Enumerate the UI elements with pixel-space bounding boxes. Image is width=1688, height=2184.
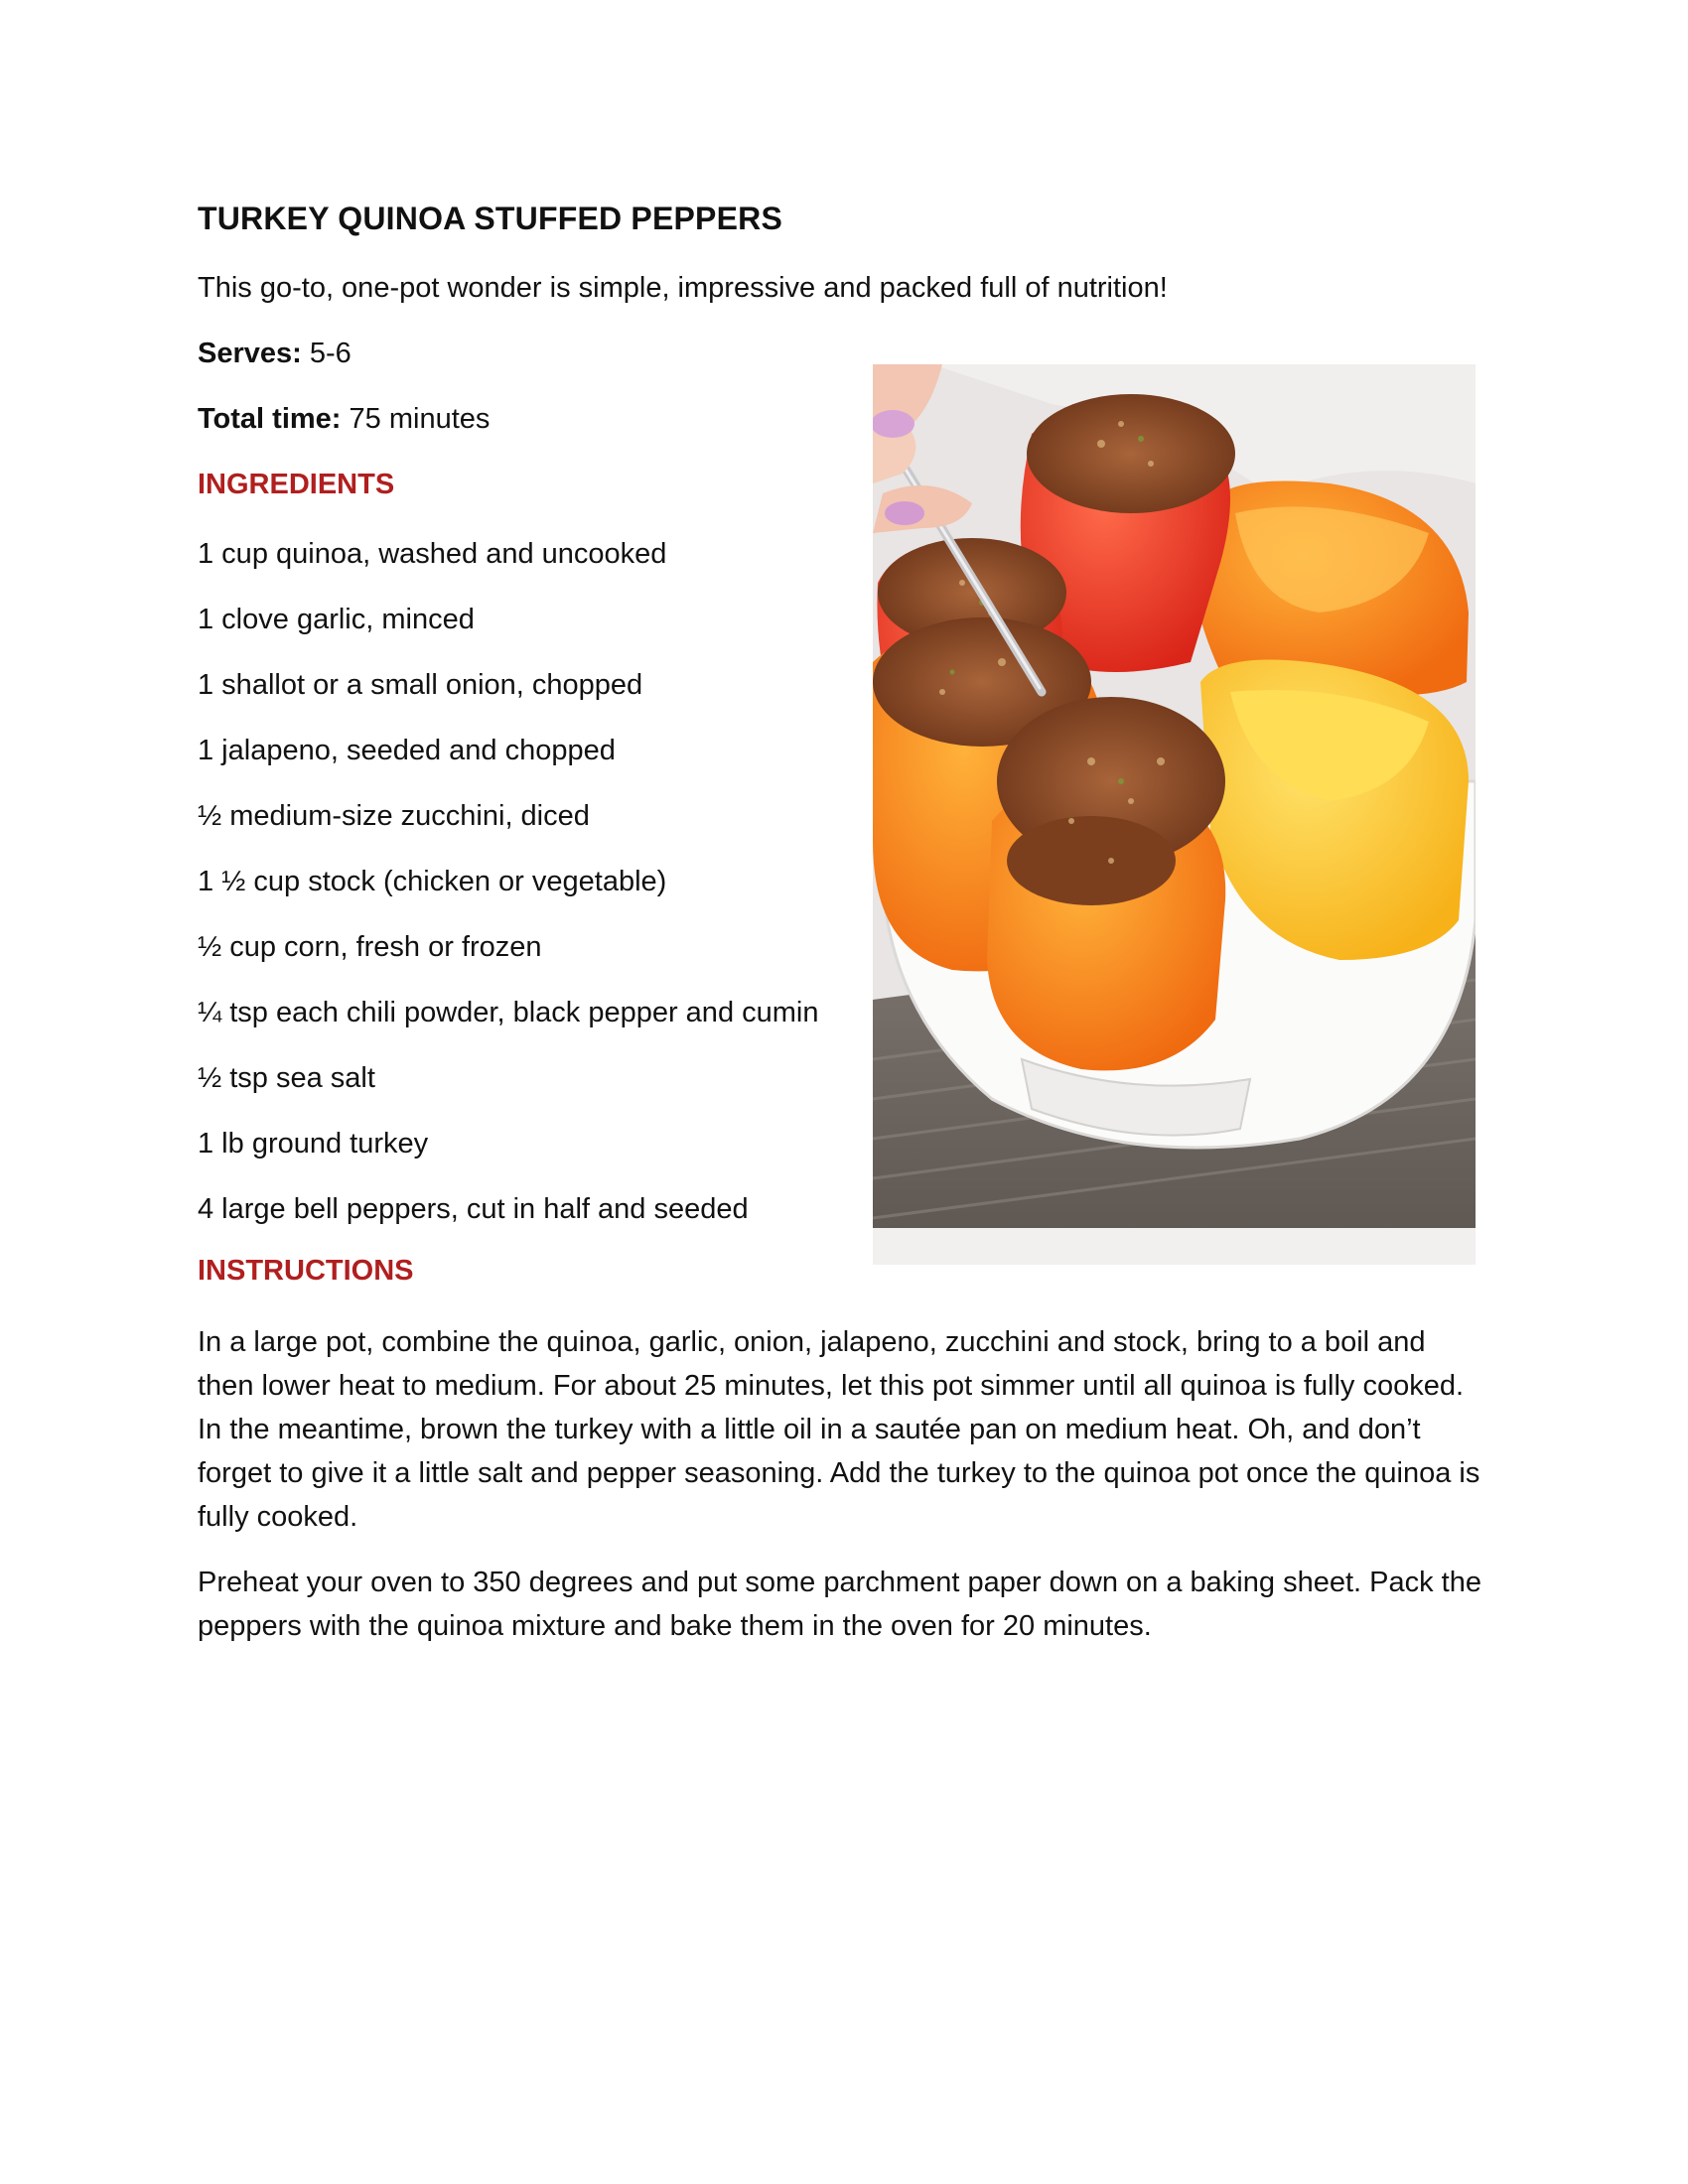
total-time-value: 75 minutes	[349, 403, 491, 435]
serves-label: Serves:	[198, 338, 302, 369]
ingredient-item: 1 cup quinoa, washed and uncooked	[198, 538, 667, 570]
instruction-paragraph: Preheat your oven to 350 degrees and put some parchment paper down on a baking sheet. Pack the peppers with the quinoa mixture and bake them in the oven for 20 minutes.	[198, 1567, 1481, 1642]
stuffed-peppers-photo	[873, 364, 1476, 1265]
total-time-line	[198, 403, 490, 436]
ingredient-item: ½ medium-size zucchini, diced	[198, 800, 590, 832]
ingredients-heading: INGREDIENTS	[198, 469, 395, 500]
recipe-intro: This go-to, one-pot wonder is simple, impressive and packed full of nutrition!	[198, 272, 1168, 304]
ingredient-item: 1 clove garlic, minced	[198, 604, 475, 635]
instruction-paragraph: In a large pot, combine the quinoa, garlic, onion, jalapeno, zucchini and stock, bring to a boil and then lower heat to medium. For about 25 minutes, let this pot simmer until all quinoa is fully cooked. In the meantime, brown the turkey with a little oil in a sautée pan on medium heat. Oh, and don’t forget to give it a little salt and pepper seasoning. Add the turkey to the quinoa pot once the quinoa is fully cooked.	[198, 1326, 1480, 1533]
ingredient-item: ¼ tsp each chili powder, black pepper and cumin	[198, 997, 819, 1028]
serves-value: 5-6	[309, 338, 352, 369]
ingredient-item: 1 shallot or a small onion, chopped	[198, 669, 643, 701]
ingredient-item: 1 lb ground turkey	[198, 1128, 429, 1160]
instructions-heading: INSTRUCTIONS	[198, 1255, 414, 1287]
recipe-title: TURKEY QUINOA STUFFED PEPPERS	[198, 201, 782, 236]
total-time-label: Total time:	[198, 403, 342, 435]
ingredient-item: 4 large bell peppers, cut in half and seeded	[198, 1193, 749, 1225]
ingredients-list	[198, 536, 818, 1257]
serves-line	[198, 338, 352, 370]
ingredient-item: 1 ½ cup stock (chicken or vegetable)	[198, 866, 667, 897]
ingredient-item: 1 jalapeno, seeded and chopped	[198, 735, 616, 766]
ingredient-item: ½ tsp sea salt	[198, 1062, 375, 1094]
ingredient-item: ½ cup corn, fresh or frozen	[198, 931, 542, 963]
